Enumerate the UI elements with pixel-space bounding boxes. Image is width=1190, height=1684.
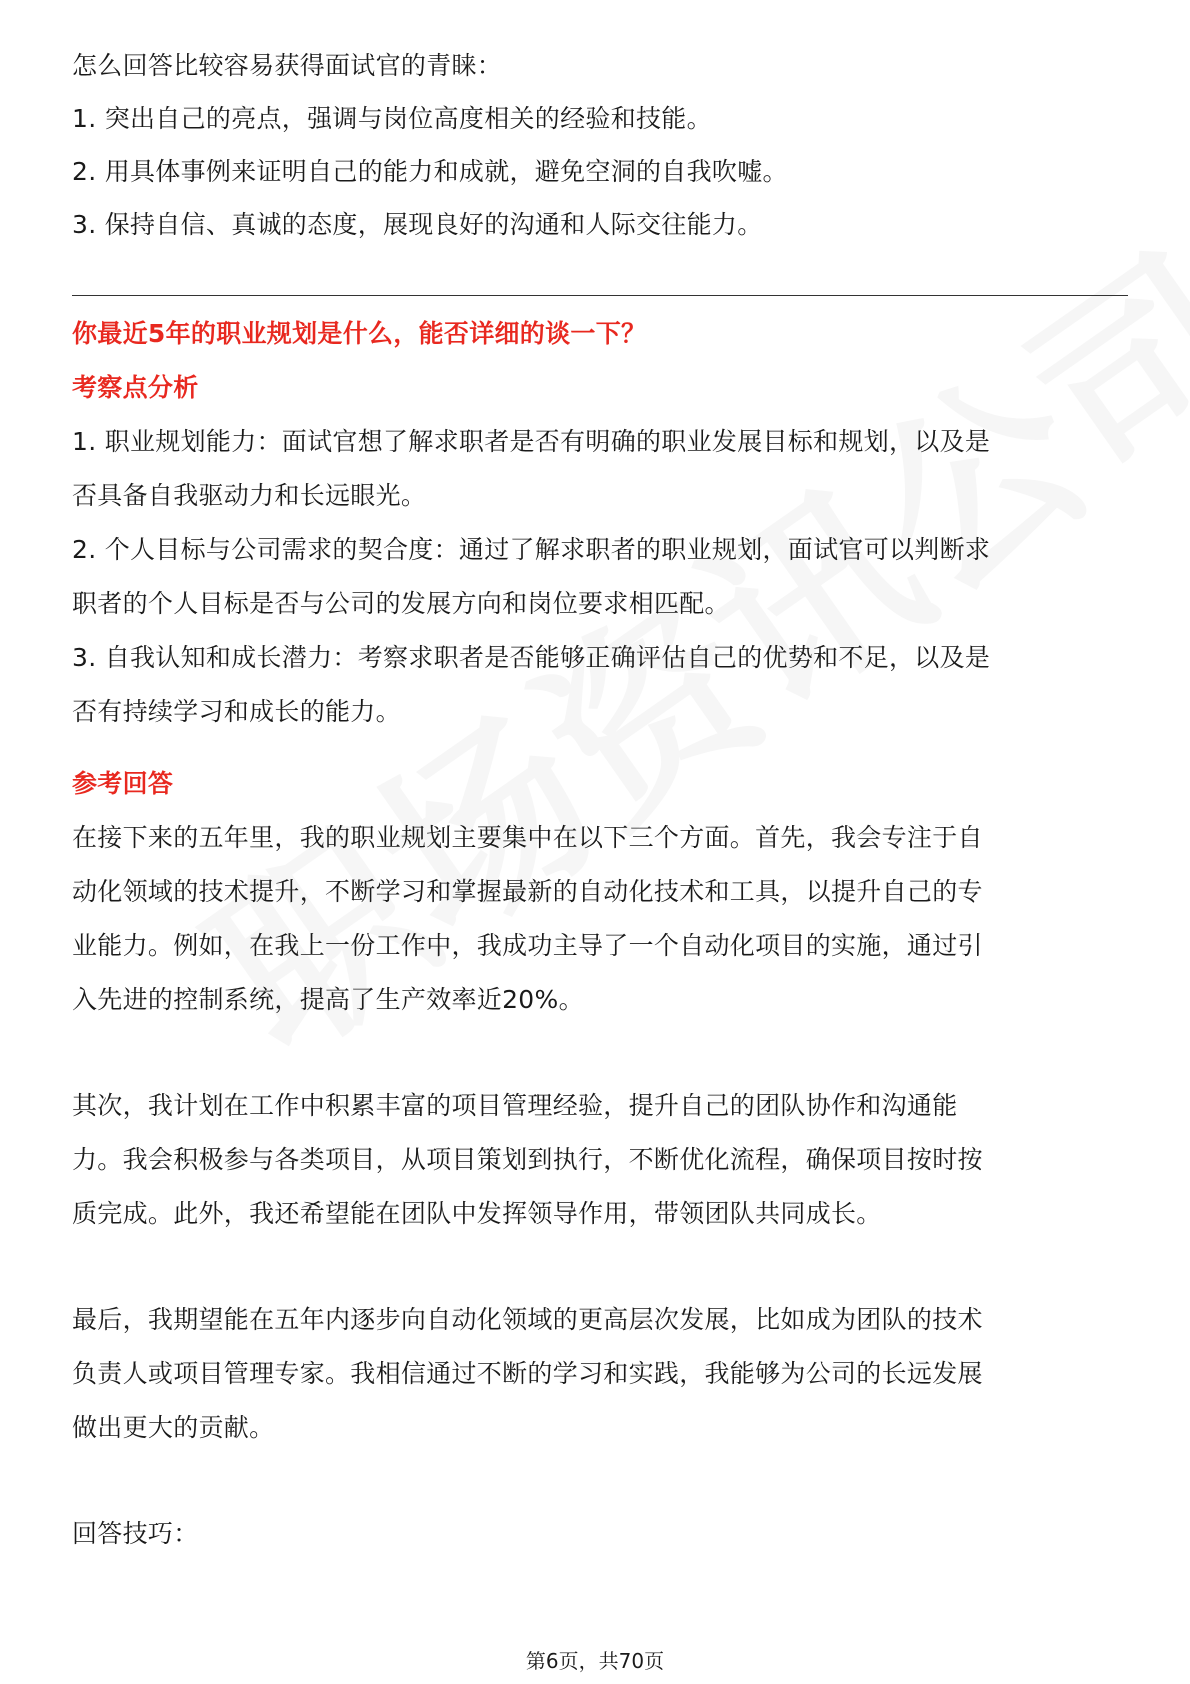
answer-line: 质完成。此外，我还希望能在团队中发挥领导作用，带领团队共同成长。 [72,1199,882,1228]
answer-line: 最后，我期望能在五年内逐步向自动化领域的更高层次发展，比如成为团队的技术 [72,1305,983,1334]
answer-line: 力。我会积极参与各类项目，从项目策划到执行，不断优化流程，确保项目按时按 [72,1145,983,1174]
answer-line: 在接下来的五年里，我的职业规划主要集中在以下三个方面。首先，我会专注于自 [72,823,983,852]
analysis-line: 职者的个人目标是否与公司的发展方向和岗位要求相匹配。 [72,589,730,618]
answer-line: 做出更大的贡献。 [72,1413,275,1442]
analysis-line: 否有持续学习和成长的能力。 [72,697,401,726]
analysis-line: 3. 自我认知和成长潜力：考察求职者是否能够正确评估自己的优势和不足，以及是 [72,643,991,672]
answer-line: 负责人或项目管理专家。我相信通过不断的学习和实践，我能够为公司的长远发展 [72,1359,983,1388]
answer-line: 入先进的控制系统，提高了生产效率近20%。 [72,985,584,1014]
answer-heading: 参考回答 [72,769,174,798]
list-item: 2. 用具体事例来证明自己的能力和成就，避免空洞的自我吹嘘。 [72,157,788,186]
question-title: 你最近5年的职业规划是什么，能否详细的谈一下？ [72,319,647,348]
analysis-line: 否具备自我驱动力和长远眼光。 [72,481,427,510]
page-number: 第6页，共70页 [525,1649,665,1673]
section-divider [72,295,1128,296]
section-heading: 怎么回答比较容易获得面试官的青睐： [72,51,503,80]
answer-line: 业能力。例如，在我上一份工作中，我成功主导了一个自动化项目的实施，通过引 [72,931,983,960]
answer-line: 其次，我计划在工作中积累丰富的项目管理经验，提升自己的团队协作和沟通能 [72,1091,958,1120]
tips-heading: 回答技巧： [72,1519,199,1548]
list-item: 1. 突出自己的亮点，强调与岗位高度相关的经验和技能。 [72,104,712,133]
answer-line: 动化领域的技术提升，不断学习和掌握最新的自动化技术和工具，以提升自己的专 [72,877,983,906]
list-item: 3. 保持自信、真诚的态度，展现良好的沟通和人际交往能力。 [72,210,763,239]
analysis-heading: 考察点分析 [72,373,199,402]
analysis-line: 2. 个人目标与公司需求的契合度：通过了解求职者的职业规划，面试官可以判断求 [72,535,991,564]
analysis-line: 1. 职业规划能力：面试官想了解求职者是否有明确的职业发展目标和规划，以及是 [72,427,991,456]
